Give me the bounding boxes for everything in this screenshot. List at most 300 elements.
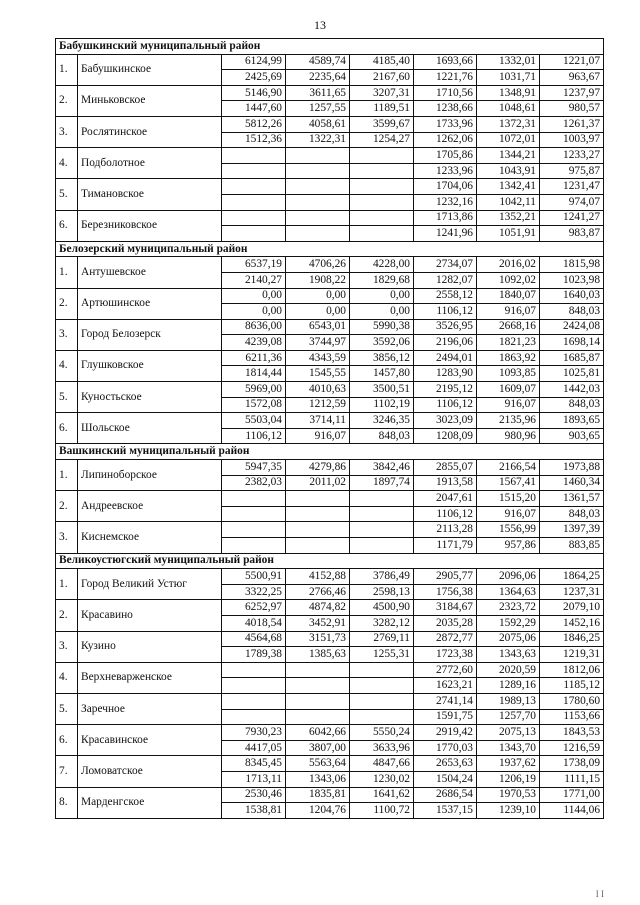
value-cell: 1457,80: [350, 366, 414, 382]
value-cell: 1504,24: [414, 771, 477, 787]
table-row: [56, 522, 604, 538]
entry-number: 3.: [56, 522, 78, 553]
value-cell: [350, 506, 414, 522]
value-cell: 1241,27: [540, 210, 604, 226]
value-cell: 1051,91: [477, 226, 540, 242]
value-cell: 2905,77: [414, 569, 477, 585]
value-cell: 1973,88: [540, 460, 604, 476]
value-cell: 4185,40: [350, 54, 414, 70]
value-cell: [286, 538, 350, 554]
value-cell: 4874,82: [286, 600, 350, 616]
value-cell: [350, 163, 414, 179]
value-cell: 1043,91: [477, 163, 540, 179]
settlement-name: Красавинское: [78, 725, 222, 756]
value-cell: 1025,81: [540, 366, 604, 382]
value-cell: 6252,97: [222, 600, 286, 616]
settlement-name: Красавино: [78, 600, 222, 631]
district-name: Великоустюгский муниципальный район: [56, 553, 604, 569]
value-cell: 3744,97: [286, 335, 350, 351]
value-cell: 980,96: [477, 428, 540, 444]
value-cell: 1538,81: [222, 803, 286, 819]
value-cell: 3714,11: [286, 413, 350, 429]
settlement-name: Антушевское: [78, 257, 222, 288]
value-cell: 1815,98: [540, 257, 604, 273]
value-cell: [222, 693, 286, 709]
value-cell: 1344,21: [477, 148, 540, 164]
value-cell: 1897,74: [350, 475, 414, 491]
value-cell: 1254,27: [350, 132, 414, 148]
value-cell: 1219,31: [540, 647, 604, 663]
value-cell: 1713,11: [222, 771, 286, 787]
entry-number: 1.: [56, 54, 78, 85]
table-row: [56, 569, 604, 585]
value-cell: [222, 163, 286, 179]
value-cell: 1343,06: [286, 771, 350, 787]
value-cell: 1592,29: [477, 615, 540, 631]
table-row: [56, 693, 604, 709]
value-cell: [350, 662, 414, 678]
value-cell: 916,07: [286, 428, 350, 444]
settlement-name: Бабушкинское: [78, 54, 222, 85]
value-cell: 1698,14: [540, 335, 604, 351]
value-cell: [286, 522, 350, 538]
value-cell: 1283,90: [414, 366, 477, 382]
value-cell: 883,85: [540, 538, 604, 554]
value-cell: 848,03: [540, 397, 604, 413]
value-cell: 3184,67: [414, 600, 477, 616]
value-cell: 3786,49: [350, 569, 414, 585]
value-cell: 1189,51: [350, 101, 414, 117]
table-row: [56, 257, 604, 273]
value-cell: 3592,06: [350, 335, 414, 351]
value-cell: [222, 662, 286, 678]
value-cell: 1102,19: [350, 397, 414, 413]
value-cell: 1031,71: [477, 70, 540, 86]
entry-number: 5.: [56, 693, 78, 724]
value-cell: 1208,09: [414, 428, 477, 444]
value-cell: 1733,96: [414, 116, 477, 132]
value-cell: 6543,01: [286, 319, 350, 335]
value-cell: 2047,61: [414, 491, 477, 507]
settlement-name: Заречное: [78, 693, 222, 724]
value-cell: 4417,05: [222, 740, 286, 756]
value-cell: 8636,00: [222, 319, 286, 335]
value-cell: [286, 163, 350, 179]
value-cell: 2424,08: [540, 319, 604, 335]
settlement-name: Рослятинское: [78, 116, 222, 147]
value-cell: [222, 491, 286, 507]
value-cell: [350, 538, 414, 554]
table-row: [56, 148, 604, 164]
value-cell: 1970,53: [477, 787, 540, 803]
table-row: [56, 288, 604, 304]
value-cell: 1100,72: [350, 803, 414, 819]
value-cell: 1262,06: [414, 132, 477, 148]
value-cell: 1233,96: [414, 163, 477, 179]
value-cell: [286, 709, 350, 725]
table-row: [56, 179, 604, 195]
settlement-name: Киснемское: [78, 522, 222, 553]
value-cell: 2769,11: [350, 631, 414, 647]
value-cell: 4564,68: [222, 631, 286, 647]
value-cell: 2766,46: [286, 584, 350, 600]
value-cell: 1092,02: [477, 272, 540, 288]
value-cell: 1216,59: [540, 740, 604, 756]
value-cell: 2140,27: [222, 272, 286, 288]
table-row: [56, 382, 604, 398]
value-cell: 1821,23: [477, 335, 540, 351]
entry-number: 4.: [56, 350, 78, 381]
value-cell: 1460,34: [540, 475, 604, 491]
value-cell: [286, 148, 350, 164]
value-cell: 975,87: [540, 163, 604, 179]
value-cell: 6042,66: [286, 725, 350, 741]
district-header-row: [56, 241, 604, 257]
value-cell: 4010,63: [286, 382, 350, 398]
entry-number: 3.: [56, 631, 78, 662]
value-cell: 1641,62: [350, 787, 414, 803]
table-row: [56, 54, 604, 70]
value-cell: 1093,85: [477, 366, 540, 382]
value-cell: 1153,66: [540, 709, 604, 725]
value-cell: 1713,86: [414, 210, 477, 226]
value-cell: 1221,76: [414, 70, 477, 86]
settlement-name: Андреевское: [78, 491, 222, 522]
value-cell: 2558,12: [414, 288, 477, 304]
value-cell: 1515,20: [477, 491, 540, 507]
settlement-name: Кузино: [78, 631, 222, 662]
value-cell: 1282,07: [414, 272, 477, 288]
value-cell: [350, 148, 414, 164]
value-cell: 1705,86: [414, 148, 477, 164]
value-cell: 1814,44: [222, 366, 286, 382]
value-cell: [286, 179, 350, 195]
table-row: [56, 756, 604, 772]
value-cell: 6537,19: [222, 257, 286, 273]
value-cell: 2166,54: [477, 460, 540, 476]
value-cell: 4847,66: [350, 756, 414, 772]
value-cell: 6124,99: [222, 54, 286, 70]
value-cell: 1023,98: [540, 272, 604, 288]
settlement-name: Верхневарженское: [78, 662, 222, 693]
value-cell: 2016,02: [477, 257, 540, 273]
value-cell: 1609,07: [477, 382, 540, 398]
value-cell: [350, 179, 414, 195]
value-cell: 1237,97: [540, 85, 604, 101]
value-cell: 5969,00: [222, 382, 286, 398]
value-cell: 5500,91: [222, 569, 286, 585]
value-cell: 1843,53: [540, 725, 604, 741]
value-cell: 1257,70: [477, 709, 540, 725]
district-header-row: [56, 39, 604, 55]
value-cell: 1106,12: [414, 304, 477, 320]
value-cell: 5563,64: [286, 756, 350, 772]
value-cell: 916,07: [477, 397, 540, 413]
value-cell: 1385,63: [286, 647, 350, 663]
entry-number: 8.: [56, 787, 78, 818]
table-row: [56, 319, 604, 335]
value-cell: 5947,35: [222, 460, 286, 476]
value-cell: 1233,27: [540, 148, 604, 164]
value-cell: 3151,73: [286, 631, 350, 647]
value-cell: 0,00: [222, 288, 286, 304]
value-cell: 1212,59: [286, 397, 350, 413]
value-cell: [286, 693, 350, 709]
value-cell: 3633,96: [350, 740, 414, 756]
value-cell: 1106,12: [414, 506, 477, 522]
value-cell: 2167,60: [350, 70, 414, 86]
value-cell: 2919,42: [414, 725, 477, 741]
value-cell: 1372,31: [477, 116, 540, 132]
district-header-row: [56, 444, 604, 460]
value-cell: 1913,58: [414, 475, 477, 491]
value-cell: 6211,36: [222, 350, 286, 366]
value-cell: 0,00: [286, 304, 350, 320]
table-row: [56, 491, 604, 507]
entry-number: 5.: [56, 179, 78, 210]
value-cell: 4018,54: [222, 615, 286, 631]
value-cell: 0,00: [286, 288, 350, 304]
value-cell: 2195,12: [414, 382, 477, 398]
value-cell: 4589,74: [286, 54, 350, 70]
value-cell: 3842,46: [350, 460, 414, 476]
value-cell: [222, 678, 286, 694]
value-cell: 3322,25: [222, 584, 286, 600]
value-cell: 8345,45: [222, 756, 286, 772]
value-cell: [350, 709, 414, 725]
value-cell: 980,57: [540, 101, 604, 117]
value-cell: 916,07: [477, 506, 540, 522]
value-cell: 2035,28: [414, 615, 477, 631]
footer-mark: I I: [595, 889, 604, 899]
value-cell: 2772,60: [414, 662, 477, 678]
value-cell: 1835,81: [286, 787, 350, 803]
value-cell: 1572,08: [222, 397, 286, 413]
value-cell: 2872,77: [414, 631, 477, 647]
entry-number: 2.: [56, 85, 78, 116]
value-cell: [222, 179, 286, 195]
table-row: [56, 210, 604, 226]
value-cell: 1864,25: [540, 569, 604, 585]
value-cell: 1447,60: [222, 101, 286, 117]
value-cell: [286, 491, 350, 507]
value-cell: 957,86: [477, 538, 540, 554]
value-cell: 4228,00: [350, 257, 414, 273]
settlement-name: Березниковское: [78, 210, 222, 241]
value-cell: 2079,10: [540, 600, 604, 616]
value-cell: 1257,55: [286, 101, 350, 117]
value-cell: 1846,25: [540, 631, 604, 647]
value-cell: [350, 693, 414, 709]
settlement-name: Ломоватское: [78, 756, 222, 787]
value-cell: 983,87: [540, 226, 604, 242]
value-cell: 1812,06: [540, 662, 604, 678]
value-cell: 1261,37: [540, 116, 604, 132]
value-cell: 3282,12: [350, 615, 414, 631]
value-cell: 1710,56: [414, 85, 477, 101]
table-row: [56, 600, 604, 616]
value-cell: 1185,12: [540, 678, 604, 694]
entry-number: 6.: [56, 210, 78, 241]
value-cell: [222, 210, 286, 226]
value-cell: 5990,38: [350, 319, 414, 335]
entry-number: 3.: [56, 116, 78, 147]
entry-number: 2.: [56, 600, 78, 631]
value-cell: [222, 148, 286, 164]
value-cell: 4058,61: [286, 116, 350, 132]
table-row: [56, 725, 604, 741]
value-cell: 1144,06: [540, 803, 604, 819]
value-cell: 903,65: [540, 428, 604, 444]
table-row: [56, 350, 604, 366]
entry-number: 6.: [56, 413, 78, 444]
settlement-name: Артюшинское: [78, 288, 222, 319]
value-cell: 1723,38: [414, 647, 477, 663]
value-cell: 1106,12: [414, 397, 477, 413]
value-cell: 1556,99: [477, 522, 540, 538]
value-cell: 2075,13: [477, 725, 540, 741]
value-cell: [222, 194, 286, 210]
table-row: [56, 85, 604, 101]
value-cell: 2011,02: [286, 475, 350, 491]
value-cell: 1255,31: [350, 647, 414, 663]
settlement-name: Глушковское: [78, 350, 222, 381]
value-cell: 1780,60: [540, 693, 604, 709]
value-cell: 4500,90: [350, 600, 414, 616]
page-number: 13: [314, 18, 326, 32]
value-cell: 848,03: [350, 428, 414, 444]
value-cell: 1238,66: [414, 101, 477, 117]
value-cell: [286, 210, 350, 226]
value-cell: 2235,64: [286, 70, 350, 86]
value-cell: 1756,38: [414, 584, 477, 600]
settlement-name: Липиноборское: [78, 460, 222, 491]
value-cell: 5812,26: [222, 116, 286, 132]
value-cell: [350, 678, 414, 694]
value-cell: 1623,21: [414, 678, 477, 694]
value-cell: 1239,10: [477, 803, 540, 819]
value-cell: 2096,06: [477, 569, 540, 585]
value-cell: 3023,09: [414, 413, 477, 429]
value-cell: 4343,59: [286, 350, 350, 366]
value-cell: 1545,55: [286, 366, 350, 382]
value-cell: 1241,96: [414, 226, 477, 242]
settlement-name: Тимановское: [78, 179, 222, 210]
value-cell: 2196,06: [414, 335, 477, 351]
value-cell: 3856,12: [350, 350, 414, 366]
value-cell: 4152,88: [286, 569, 350, 585]
value-cell: [222, 522, 286, 538]
value-cell: 1106,12: [222, 428, 286, 444]
table-row: [56, 662, 604, 678]
settlement-name: Марденгское: [78, 787, 222, 818]
settlement-name: Подболотное: [78, 148, 222, 179]
value-cell: 2530,46: [222, 787, 286, 803]
value-cell: 1171,79: [414, 538, 477, 554]
value-cell: [222, 226, 286, 242]
district-name: Вашкинский муниципальный район: [56, 444, 604, 460]
value-cell: 2020,59: [477, 662, 540, 678]
value-cell: 1789,38: [222, 647, 286, 663]
value-cell: 3611,65: [286, 85, 350, 101]
value-cell: 1591,75: [414, 709, 477, 725]
settlement-name: Куностьское: [78, 382, 222, 413]
entry-number: 3.: [56, 319, 78, 350]
value-cell: 1003,97: [540, 132, 604, 148]
value-cell: 2734,07: [414, 257, 477, 273]
value-cell: 1771,00: [540, 787, 604, 803]
value-cell: 1989,13: [477, 693, 540, 709]
value-cell: 1237,31: [540, 584, 604, 600]
value-cell: 2855,07: [414, 460, 477, 476]
value-cell: 3452,91: [286, 615, 350, 631]
value-cell: 4706,26: [286, 257, 350, 273]
value-cell: 2135,96: [477, 413, 540, 429]
value-cell: 1685,87: [540, 350, 604, 366]
value-cell: [222, 506, 286, 522]
settlement-name: Миньковское: [78, 85, 222, 116]
value-cell: 2075,06: [477, 631, 540, 647]
value-cell: 1289,16: [477, 678, 540, 694]
value-cell: 2494,01: [414, 350, 477, 366]
value-cell: 963,67: [540, 70, 604, 86]
entry-number: 2.: [56, 288, 78, 319]
value-cell: 1452,16: [540, 615, 604, 631]
value-cell: 3207,31: [350, 85, 414, 101]
value-cell: 1048,61: [477, 101, 540, 117]
value-cell: 1829,68: [350, 272, 414, 288]
value-cell: 0,00: [350, 304, 414, 320]
entry-number: 1.: [56, 460, 78, 491]
value-cell: [222, 538, 286, 554]
value-cell: 2425,69: [222, 70, 286, 86]
value-cell: 1704,06: [414, 179, 477, 195]
value-cell: 4279,86: [286, 460, 350, 476]
table-row: [56, 460, 604, 476]
value-cell: 1640,03: [540, 288, 604, 304]
value-cell: [286, 506, 350, 522]
value-cell: 1567,41: [477, 475, 540, 491]
value-cell: [350, 491, 414, 507]
value-cell: 2668,16: [477, 319, 540, 335]
value-cell: 916,07: [477, 304, 540, 320]
value-cell: [350, 194, 414, 210]
value-cell: 0,00: [350, 288, 414, 304]
value-cell: 1204,76: [286, 803, 350, 819]
value-cell: 1364,63: [477, 584, 540, 600]
value-cell: 1221,07: [540, 54, 604, 70]
value-cell: [350, 210, 414, 226]
value-cell: 1343,70: [477, 740, 540, 756]
value-cell: 1111,15: [540, 771, 604, 787]
value-cell: 2113,28: [414, 522, 477, 538]
table-row: [56, 787, 604, 803]
value-cell: 3526,95: [414, 319, 477, 335]
value-cell: [286, 194, 350, 210]
value-cell: 1042,11: [477, 194, 540, 210]
settlement-name: Город Великий Устюг: [78, 569, 222, 600]
value-cell: 848,03: [540, 506, 604, 522]
value-cell: 5550,24: [350, 725, 414, 741]
value-cell: 1231,47: [540, 179, 604, 195]
value-cell: 3500,51: [350, 382, 414, 398]
entry-number: 1.: [56, 257, 78, 288]
district-header-row: [56, 553, 604, 569]
value-cell: [350, 522, 414, 538]
value-cell: 3807,00: [286, 740, 350, 756]
value-cell: 1937,62: [477, 756, 540, 772]
value-cell: 974,07: [540, 194, 604, 210]
